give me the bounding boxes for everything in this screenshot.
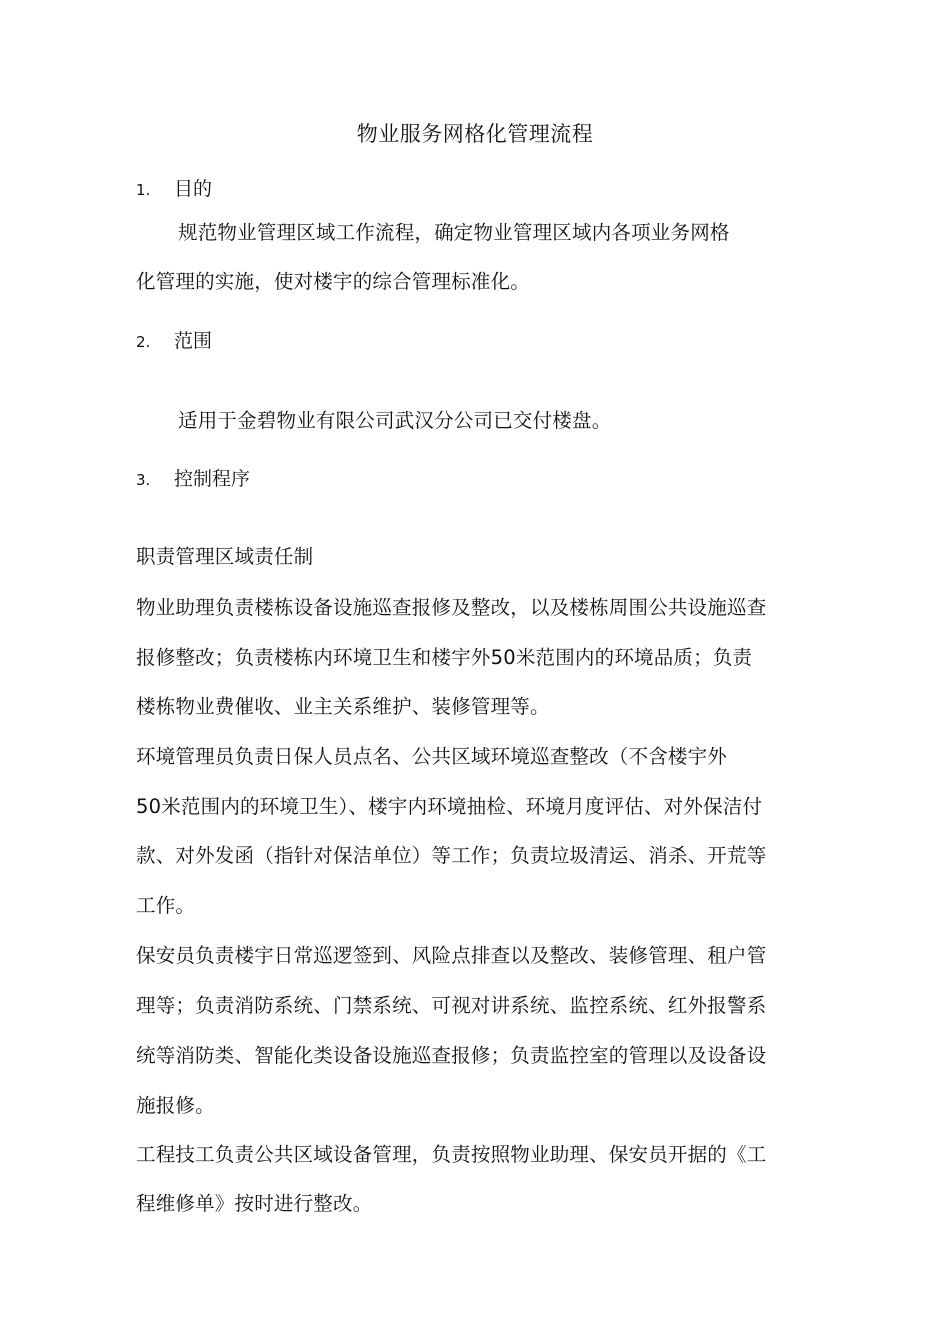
section-title: 目的 [174, 178, 213, 200]
body-line: 程维修单》按时进行整改。 [136, 1192, 373, 1215]
scope-line: 适用于金碧物业有限公司武汉分公司已交付楼盘。 [178, 409, 612, 432]
body-line: 理等；负责消防系统、门禁系统、可视对讲系统、监控系统、红外报警系 [136, 994, 767, 1017]
control-subheading: 职责管理区域责任制 [136, 545, 314, 568]
section-number: 3. [136, 471, 151, 489]
body-line: 工程技工负责公共区域设备管理，负责按照物业助理、保安员开据的《工 [136, 1143, 767, 1166]
body-line: 环境管理员负责日保人员点名、公共区域环境巡查整改（不含楼宇外 [136, 745, 728, 768]
purpose-line: 规范物业管理区域工作流程，确定物业管理区域内各项业务网格 [178, 221, 730, 244]
body-line: 保安员负责楼宇日常巡逻签到、风险点排查以及整改、装修管理、租户管 [136, 944, 767, 967]
body-line: 款、对外发函（指针对保洁单位）等工作；负责垃圾清运、消杀、开荒等 [136, 844, 767, 867]
purpose-line: 化管理的实施，使对楼宇的综合管理标准化。 [136, 270, 531, 293]
section-heading-scope [136, 326, 212, 353]
body-line: 报修整改；负责楼栋内环境卫生和楼宇外50米范围内的环境品质；负责 [136, 646, 753, 669]
body-line: 物业助理负责楼栋设备设施巡查报修及整改，以及楼栋周围公共设施巡查 [136, 596, 767, 619]
section-number: 2. [136, 333, 151, 351]
section-number: 1. [136, 181, 151, 199]
section-title: 范围 [174, 330, 213, 352]
body-line: 施报修。 [136, 1094, 215, 1117]
section-title: 控制程序 [174, 468, 251, 490]
section-heading-control [136, 464, 250, 491]
body-line: 工作。 [136, 894, 196, 917]
section-heading-purpose [136, 174, 212, 201]
document-title: 物业服务网格化管理流程 [356, 122, 594, 146]
body-line: 楼栋物业费催收、业主关系维护、装修管理等。 [136, 695, 550, 718]
body-line: 统等消防类、智能化类设备设施巡查报修；负责监控室的管理以及设备设 [136, 1044, 767, 1067]
body-line: 50米范围内的环境卫生）、楼宇内环境抽检、环境月度评估、对外保洁付 [136, 795, 763, 818]
